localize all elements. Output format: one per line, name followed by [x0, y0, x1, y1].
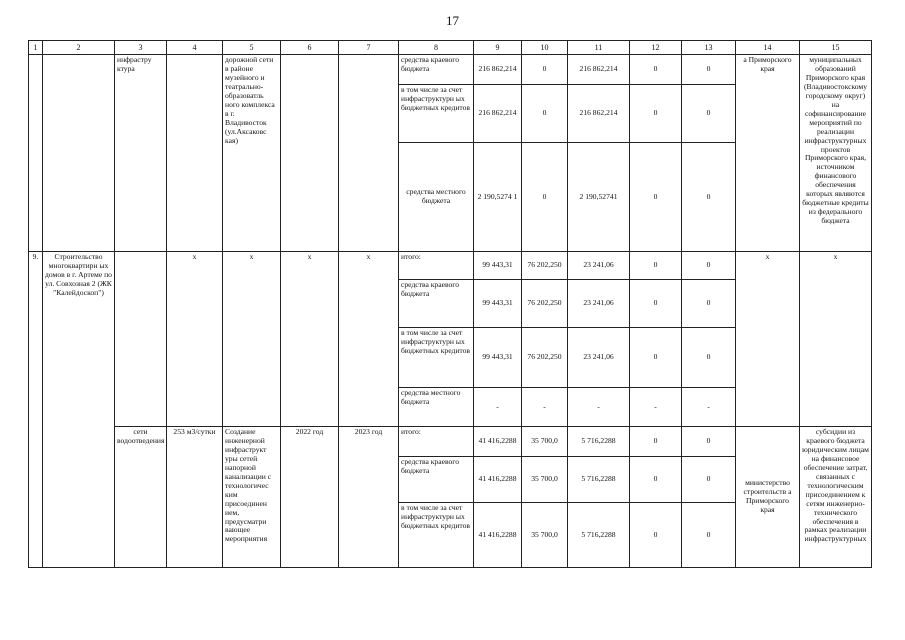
cell-total: 2 190,5274 1 [474, 143, 522, 252]
cell-start [281, 55, 339, 252]
cell-value: 0 [522, 85, 568, 143]
col-header: 3 [115, 41, 167, 55]
cell-start: x [281, 252, 339, 427]
col-header: 10 [522, 41, 568, 55]
cell-value: 76 202,250 [522, 328, 568, 388]
cell-description: x [223, 252, 281, 427]
cell-value: 0 [682, 503, 736, 568]
cell-source: итого: [399, 427, 474, 457]
cell-value: - [682, 388, 736, 427]
cell-source: в том числе за счет инфраструктурн ых бюджетных кредитов [399, 503, 474, 568]
cell-value: 0 [682, 143, 736, 252]
cell-total: 41 416,2288 [474, 427, 522, 457]
cell-value: 0 [630, 252, 682, 280]
table-row [29, 427, 872, 457]
cell-num: 9. [29, 252, 43, 568]
col-header: 7 [339, 41, 399, 55]
cell-responsible: министерство строительств а Приморского края [736, 427, 800, 568]
cell-start: 2022 год [281, 427, 339, 568]
cell-value: 0 [682, 55, 736, 85]
col-header: 11 [568, 41, 630, 55]
cell-value: 0 [682, 280, 736, 328]
cell-value: 76 202,250 [522, 252, 568, 280]
cell-value: 0 [630, 85, 682, 143]
cell-value: 2 190,52741 [568, 143, 630, 252]
cell-value: 216 862,214 [568, 85, 630, 143]
cell-value: 0 [630, 427, 682, 457]
cell-capacity: 253 м3/сутки [167, 427, 223, 568]
cell-note: муниципальных образований Приморского края (Владивостокскому городскому округ) на софинансирование мероприятий по реализации инфраструктурных проектов Приморского края, источником финансового обеспечения которых являются бюджетные кредиты из федерального бюджета [800, 55, 872, 252]
cell-source: средства краевого бюджета [399, 280, 474, 328]
cell-total: 41 416,2288 [474, 457, 522, 503]
cell-source: средства местного бюджета [399, 143, 474, 252]
cell-source: средства краевого бюджета [399, 457, 474, 503]
column-numbers-row [29, 41, 872, 55]
cell-value: 23 241,06 [568, 252, 630, 280]
col-header: 12 [630, 41, 682, 55]
cell-source: итого: [399, 252, 474, 280]
cell-value: 35 700,0 [522, 427, 568, 457]
cell-total: 216 862,214 [474, 85, 522, 143]
cell-num [29, 55, 43, 252]
cell-value: 23 241,06 [568, 328, 630, 388]
cell-value: - [568, 388, 630, 427]
cell-note: субсидии из краевого бюджета юридическим лицам на финансовое обеспечение затрат, связанных с технологическим присоединением к сетям инженерно-технического обеспечения в рамках реализации инфраструктурных [800, 427, 872, 568]
cell-end: 2023 год [339, 427, 399, 568]
cell-value: 35 700,0 [522, 457, 568, 503]
cell-source: в том числе за счет инфраструктурн ых бюджетных кредитов [399, 85, 474, 143]
cell-total: 41 416,2288 [474, 503, 522, 568]
col-header: 2 [43, 41, 115, 55]
cell-value: 0 [630, 328, 682, 388]
page-number: 17 [446, 13, 459, 28]
col-header: 1 [29, 41, 43, 55]
cell-value: 0 [630, 280, 682, 328]
cell-description: Создание инженерной инфраструкт уры сетей напорной канализации с технологичес ким присоединен ием, предусматри вающее мероприятия [223, 427, 281, 568]
cell-value: 0 [522, 55, 568, 85]
cell-responsible: x [736, 252, 800, 427]
cell-object [43, 55, 115, 252]
cell-end [339, 55, 399, 252]
budget-table [28, 40, 872, 568]
cell-value: 5 716,2288 [568, 427, 630, 457]
cell-description: дорожной сети в районе музейного и театрально-образоватль ного комплекса в г. Владивосток (ул.Аксаковс кая) [223, 55, 281, 252]
col-header: 9 [474, 41, 522, 55]
col-header: 14 [736, 41, 800, 55]
cell-value: 5 716,2288 [568, 457, 630, 503]
cell-value: 0 [630, 503, 682, 568]
cell-note: x [800, 252, 872, 427]
cell-value: - [522, 388, 568, 427]
cell-value: 35 700,0 [522, 503, 568, 568]
col-header: 5 [223, 41, 281, 55]
cell-value: 0 [682, 328, 736, 388]
cell-value: 5 716,2288 [568, 503, 630, 568]
cell-capacity: x [167, 252, 223, 427]
cell-total: 99 443,31 [474, 280, 522, 328]
cell-source: в том числе за счет инфраструктурн ых бюджетных кредитов [399, 328, 474, 388]
cell-responsible: а Приморского края [736, 55, 800, 252]
cell-value: - [630, 388, 682, 427]
cell-value: 216 862,214 [568, 55, 630, 85]
col-header: 8 [399, 41, 474, 55]
cell-value: 0 [682, 427, 736, 457]
cell-end: x [339, 252, 399, 427]
cell-value: 0 [522, 143, 568, 252]
col-header: 15 [800, 41, 872, 55]
cell-value: 0 [682, 85, 736, 143]
cell-type [115, 252, 167, 427]
cell-value: 23 241,06 [568, 280, 630, 328]
cell-value: 76 202,250 [522, 280, 568, 328]
table-row [29, 55, 872, 85]
table-row [29, 252, 872, 280]
col-header: 6 [281, 41, 339, 55]
cell-type: инфрастру ктура [115, 55, 167, 252]
cell-object: Строительство многоквартирн ых домов в г. Артеме по ул. Совхозная 2 (ЖК "Калейдоскоп") [43, 252, 115, 568]
cell-value: 0 [630, 143, 682, 252]
cell-value: 0 [682, 457, 736, 503]
cell-value: 0 [630, 457, 682, 503]
cell-value: 0 [682, 252, 736, 280]
col-header: 4 [167, 41, 223, 55]
cell-source: средства краевого бюджета [399, 55, 474, 85]
cell-total: - [474, 388, 522, 427]
cell-total: 99 443,31 [474, 252, 522, 280]
cell-capacity [167, 55, 223, 252]
cell-source: средства местного бюджета [399, 388, 474, 427]
cell-type: сети водоотведения [115, 427, 167, 568]
col-header: 13 [682, 41, 736, 55]
cell-value: 0 [630, 55, 682, 85]
cell-total: 99 443,31 [474, 328, 522, 388]
cell-total: 216 862,214 [474, 55, 522, 85]
